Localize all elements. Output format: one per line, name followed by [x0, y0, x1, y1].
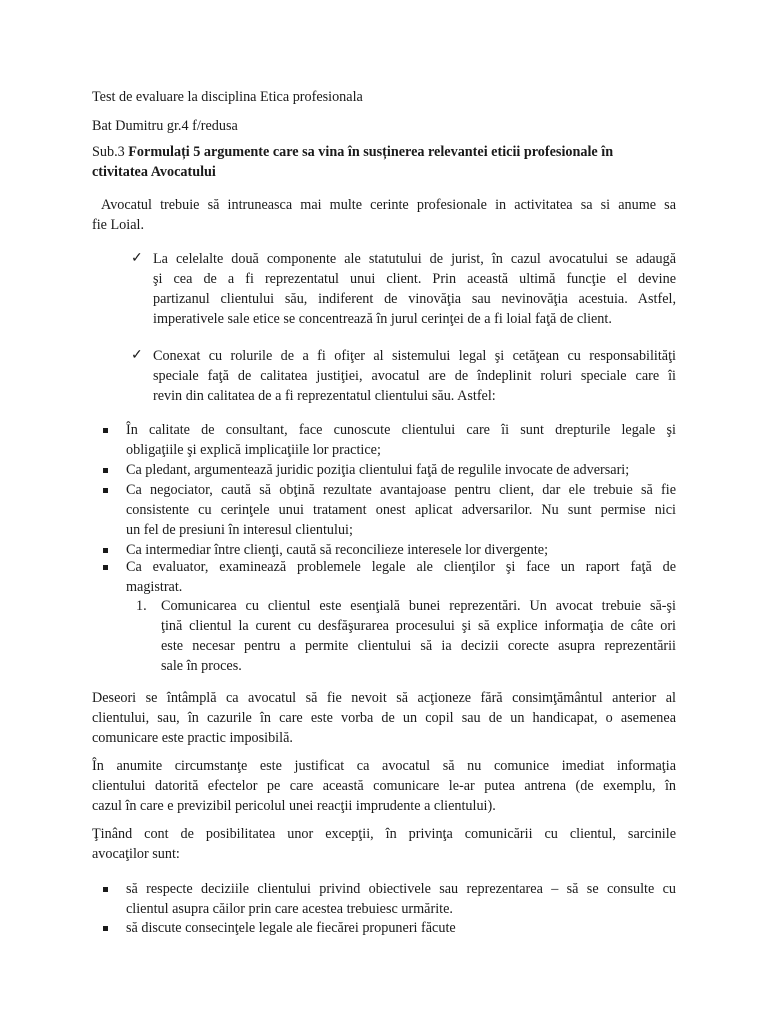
intro-line-1: Avocatul trebuie să intruneasca mai multe cerinte profesionale in activitatea sa si anume sa	[101, 197, 676, 213]
paragraph-line: cazul în care e previzibil pericolul unei reacţii imprudente a clientului).	[92, 798, 496, 814]
bullet-icon	[103, 488, 108, 493]
role-item-negociator	[126, 480, 676, 540]
numbered-line: Comunicarea cu clientul este esenţială bunei reprezentări. Un avocat trebuie să-şi	[161, 598, 676, 614]
duty-line: să discute consecinţele legale ale fiecărei propuneri făcute	[126, 920, 456, 936]
paragraph-line: comunicare este practic imposibilă.	[92, 730, 293, 746]
numbered-line: ţină clientul la curent cu desfăşurarea procesului şi să explice informaţia de câte ori	[161, 618, 676, 634]
check-item-1-line: şi cea de a fi reprezentatul unui client. Prin această ultimă funcţie el devine	[153, 271, 676, 287]
role-line: obligaţiile şi explică implicaţiile lor practice;	[126, 442, 381, 458]
numbered-line: este necesar pentru a permite clientului să ia decizii corecte asupra reprezentării	[161, 638, 676, 654]
role-line: Ca pledant, argumentează juridic poziţia clientului faţă de regulile invocate de adversari;	[126, 462, 630, 478]
author-line	[92, 116, 238, 136]
paragraph-exceptions	[92, 824, 676, 864]
checkmark-icon: ✓	[131, 348, 143, 363]
numbered-line: sale în proces.	[161, 658, 242, 674]
bullet-icon	[103, 926, 108, 931]
bullet-icon	[103, 548, 108, 553]
check-item-2-line: speciale faţă de calitatea justiţiei, avocatul are de îndeplinit roluri speciale care îi	[153, 368, 676, 384]
list-number: 1.	[136, 598, 147, 614]
check-item-1-line: La celelalte două componente ale statutului de jurist, în cazul avocatului se adaugă	[153, 251, 676, 267]
check-item-1	[153, 249, 676, 329]
document-title	[92, 87, 363, 107]
subject-line-2: ctivitatea Avocatului	[92, 164, 216, 180]
subject-heading	[92, 142, 662, 182]
duty-item-discuss	[126, 918, 676, 938]
subject-prefix: Sub.3	[92, 144, 129, 160]
role-item-consultant	[126, 420, 676, 460]
role-item-evaluator	[126, 557, 676, 597]
role-item-pledant	[126, 460, 686, 480]
paragraph-line: avocaţilor sunt:	[92, 846, 180, 862]
role-line: un fel de presiuni în interesul clientului;	[126, 522, 353, 538]
paragraph-line: În anumite circumstanţe este justificat ca avocatul să nu comunice imediat informaţia	[92, 758, 676, 774]
paragraph-line: clientului datorită efectelor pe care această comunicare le-ar putea antrena (de exemplu, în	[92, 778, 676, 794]
check-item-1-line: imperativele sale etice se concentrează în jurul cerinţei de a fi loial faţă de client.	[153, 311, 612, 327]
paragraph-line: clientului, sau, în cazurile în care este vorba de un copil sau de un handicapat, o asemenea	[92, 710, 676, 726]
intro-paragraph	[92, 195, 676, 235]
author-text: Bat Dumitru gr.4 f/redusa	[92, 118, 238, 134]
bullet-icon	[103, 428, 108, 433]
intro-line-2: fie Loial.	[92, 217, 144, 233]
document-title-text: Test de evaluare la disciplina Etica profesionala	[92, 89, 363, 105]
bullet-icon	[103, 887, 108, 892]
paragraph-line: Ţinând cont de posibilitatea unor excepţii, în privinţa comunicării cu clientul, sarcinile	[92, 826, 676, 842]
role-line: Ca intermediar între clienţi, caută să reconcilieze interesele lor divergente;	[126, 542, 549, 558]
check-item-1-line: partizanul clientului său, indiferent de vinovăţia sau nevinovăţia acestuia. Astfel,	[153, 291, 676, 307]
role-line: Ca evaluator, examinează problemele legale ale clienţilor şi face un raport faţă de	[126, 559, 676, 575]
paragraph-circumstances	[92, 756, 676, 816]
paragraph-line: Deseori se întâmplă ca avocatul să fie nevoit să acţioneze fără consimţământul anterior al	[92, 690, 676, 706]
duty-item-respect	[126, 879, 676, 919]
role-line: Ca negociator, caută să obţină rezultate avantajoase pentru client, dar ele trebuie să fie	[126, 482, 676, 498]
role-line: magistrat.	[126, 579, 183, 595]
bullet-icon	[103, 565, 108, 570]
role-line: consistente cu cerinţele unui tratament onest aplicat adversarilor. Nu sunt permise nici	[126, 502, 676, 518]
duty-line: clientul asupra căilor prin care acestea trebuiesc urmărite.	[126, 901, 453, 917]
role-line: În calitate de consultant, face cunoscute clientului care îi sunt drepturile legale şi	[126, 422, 676, 438]
paragraph-consent	[92, 688, 676, 748]
check-item-2	[153, 346, 676, 406]
checkmark-icon: ✓	[131, 251, 143, 266]
subject-line-1: Formulați 5 argumente care sa vina în susținerea relevantei eticii profesionale în	[128, 144, 614, 160]
numbered-item-1	[161, 596, 676, 676]
duty-line: să respecte deciziile clientului privind obiectivele sau reprezentarea – să se consulte cu	[126, 881, 676, 897]
check-item-2-line: revin din calitatea de a fi reprezentatul clientului său. Astfel:	[153, 388, 496, 404]
bullet-icon	[103, 468, 108, 473]
check-item-2-line: Conexat cu rolurile de a fi ofiţer al sistemului legal şi cetăţean cu responsabilităţi	[153, 348, 676, 364]
